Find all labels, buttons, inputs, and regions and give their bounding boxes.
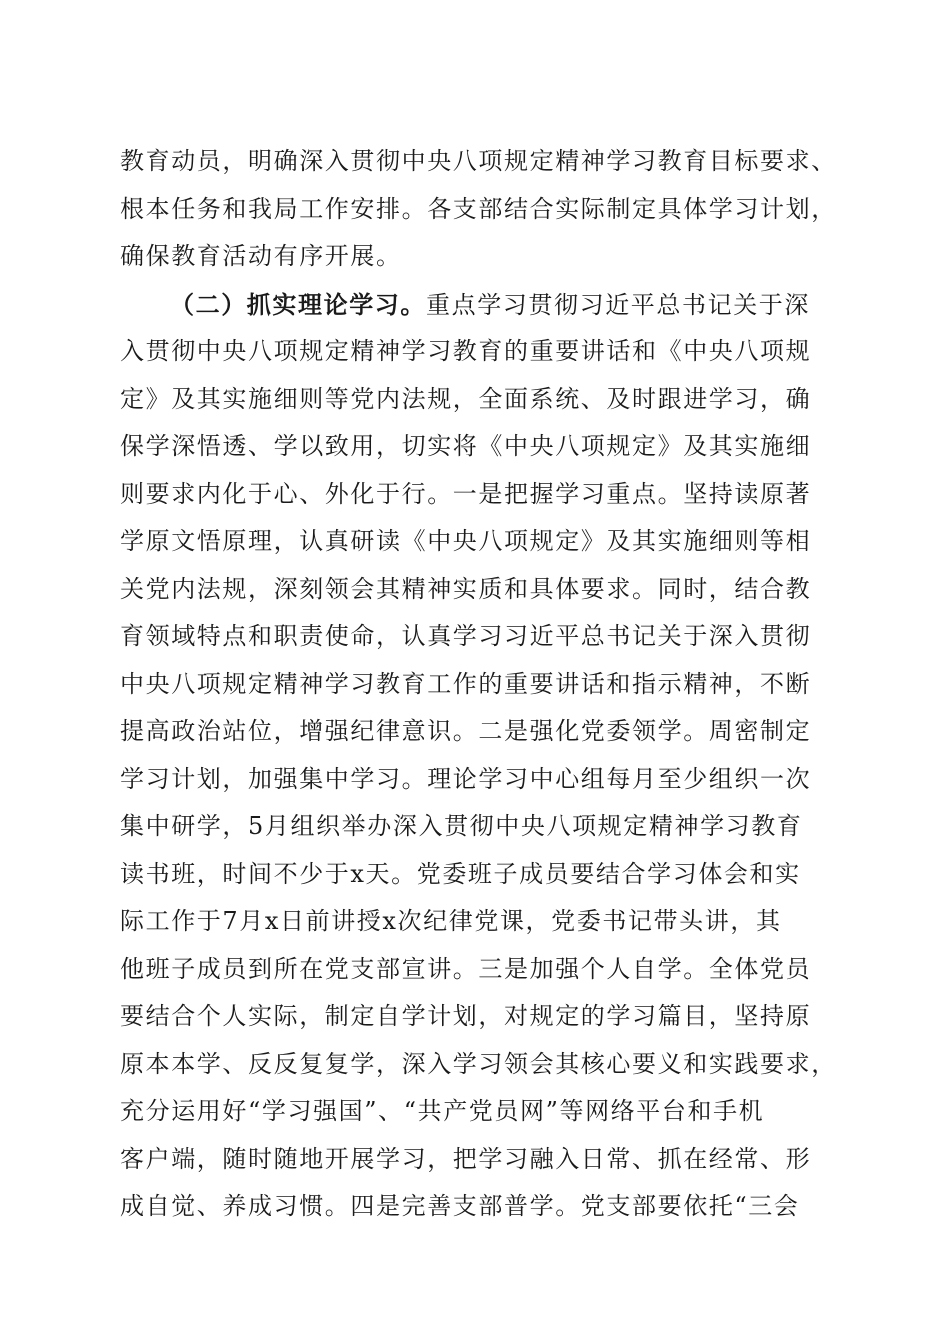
body-line: 确保教育活动有序开展。	[120, 242, 402, 270]
body-line: 保学深悟透、学以致用，切实将《中央八项规定》及其实施细	[120, 432, 812, 460]
body-line: 他班子成员到所在党支部宣讲。三是加强个人自学。全体党员	[120, 954, 812, 983]
body-line: 根本任务和我局工作安排。各支部结合实际制定具体学习计划，	[120, 194, 837, 223]
body-line: 入贯彻中央八项规定精神学习教育的重要讲话和《中央八项规	[120, 337, 812, 365]
body-line: 读书班，时间不少于x天。党委班子成员要结合学习体会和实	[120, 859, 801, 888]
body-line: 定》及其实施细则等党内法规，全面系统、及时跟进学习，确	[120, 384, 812, 413]
body-line: 关党内法规，深刻领会其精神实质和具体要求。同时，结合教	[120, 574, 812, 603]
body-line: 提高政治站位，增强纪律意识。二是强化党委领学。周密制定	[120, 717, 812, 745]
body-line: 集中研学，5月组织举办深入贯彻中央八项规定精神学习教育	[120, 812, 803, 840]
section-heading-continuation: 重点学习贯彻习近平总书记关于深	[426, 290, 810, 319]
body-line: 充分运用好“学习强国”、“共产党员网”等网络平台和手机	[120, 1097, 765, 1125]
document-body	[120, 138, 840, 1231]
body-line: 育领域特点和职责使命，认真学习习近平总书记关于深入贯彻	[120, 622, 812, 650]
body-line: 教育动员，明确深入贯彻中央八项规定精神学习教育目标要求、	[120, 147, 837, 175]
body-line: 要结合个人实际，制定自学计划，对规定的学习篇目，坚持原	[120, 1002, 812, 1030]
body-line: 学原文悟原理，认真研读《中央八项规定》及其实施细则等相	[120, 527, 812, 555]
body-line: 成自觉、养成习惯。四是完善支部普学。党支部要依托“三会	[120, 1192, 800, 1220]
section-heading: （二）抓实理论学习。	[170, 289, 426, 319]
body-line: 原本本学、反反复复学，深入学习领会其核心要义和实践要求，	[120, 1049, 837, 1078]
body-line: 中央八项规定精神学习教育工作的重要讲话和指示精神，不断	[120, 669, 812, 698]
body-line: 客户端，随时随地开展学习，把学习融入日常、抓在经常、形	[120, 1144, 812, 1173]
section-heading-line	[120, 281, 840, 329]
body-line: 际工作于7月x日前讲授x次纪律党课，党委书记带头讲，其	[120, 907, 782, 935]
body-line: 学习计划，加强集中学习。理论学习中心组每月至少组织一次	[120, 764, 812, 793]
body-line: 则要求内化于心、外化于行。一是把握学习重点。坚持读原著	[120, 479, 812, 508]
